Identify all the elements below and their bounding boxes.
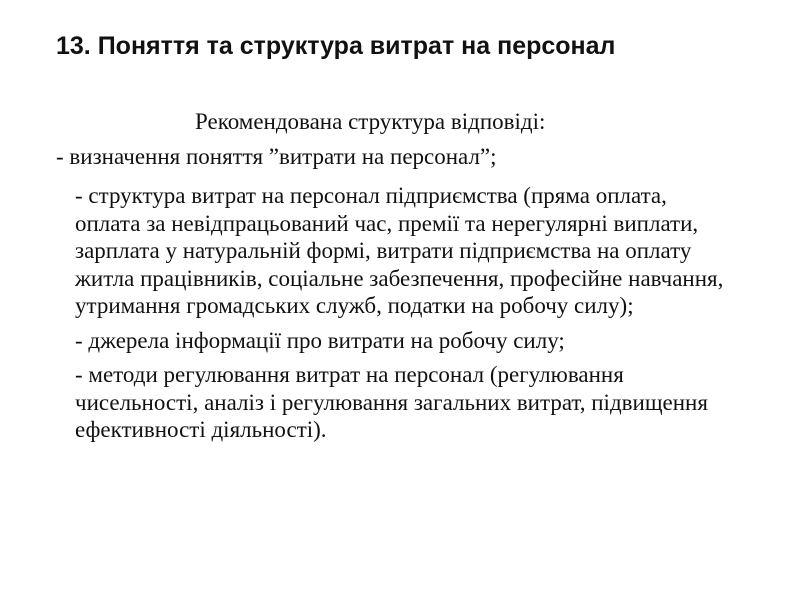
list-item-information-sources: - джерела інформації про витрати на робочу силу; — [75, 327, 565, 353]
list-item-definition: - визначення поняття ”витрати на персонал”; — [56, 143, 497, 169]
list-item-cost-structure: - структура витрат на персонал підприємства (пряма оплата, оплата за невідпрацьований час, премії та нерегулярні виплати, зарплата у натуральній формі, витрати підприємства на оплату житла працівників, соціальне забезпечення, професійне навчання, утримання громадських служб, податки на робочу силу); — [75, 183, 724, 318]
list-item-regulation-methods: - методи регулювання витрат на персонал (регулювання чисельності, аналіз і регулювання загальних витрат, підвищення ефективності діяльності). — [75, 362, 708, 442]
slide-content — [0, 108, 800, 451]
answer-structure-heading: Рекомендована структура відповіді: — [195, 109, 546, 134]
slide-title: 13. Поняття та структура витрат на персонал — [56, 32, 616, 60]
